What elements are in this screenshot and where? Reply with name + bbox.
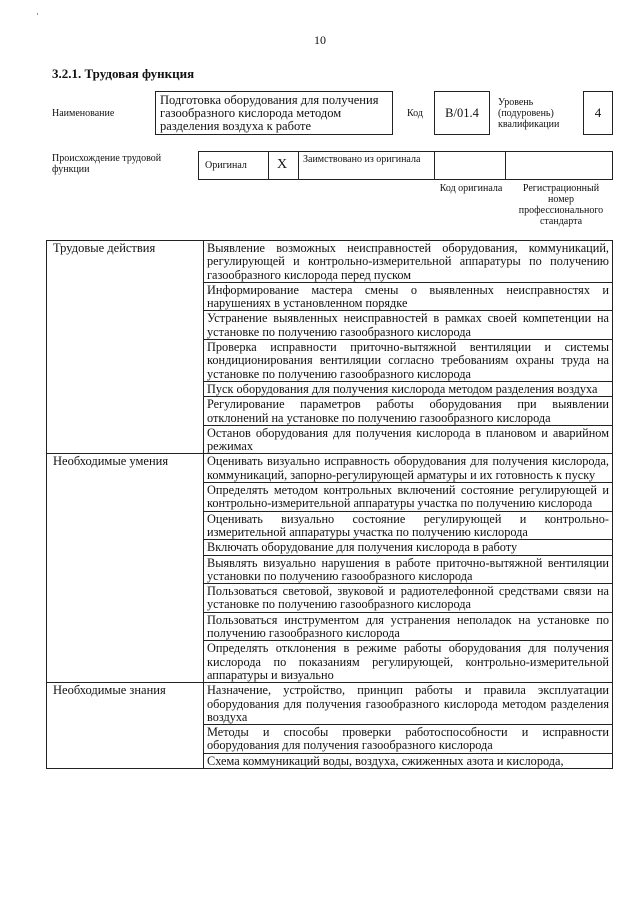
table-cell: Пуск оборудования для получения кислорода методом разделения воздуха [204, 381, 613, 396]
borrowed-label: Заимствовано из оригинала [303, 154, 421, 165]
origin-mark-cell [269, 152, 299, 179]
reg-number-caption: Регистрационный номер профессионального стандарта [518, 183, 604, 227]
table-cell: Включать оборудование для получения кислорода в работу [204, 540, 613, 555]
table-cell: Схема коммуникаций воды, воздуха, сжиженных азота и кислорода, [204, 753, 613, 768]
table-cell: Определять методом контрольных включений состояние регулирующей и контрольно-измерительной аппаратуры участка по получению кислорода [204, 483, 613, 512]
table-row [47, 683, 613, 725]
table-cell: Регулирование параметров работы оборудования при выявлении отклонений на установке по получению газообразного кислорода [204, 397, 613, 426]
table-row [47, 241, 613, 283]
category-cell: Трудовые действия [47, 241, 204, 454]
table-cell: Устранение выявленных неисправностей в рамках своей компетенции на установке по получению газообразного кислорода [204, 311, 613, 340]
table-cell: Методы и способы проверки работоспособности и исправности оборудования для получения газообразного кислорода [204, 725, 613, 754]
category-cell: Необходимые умения [47, 454, 204, 683]
origin-code-cell [435, 152, 506, 179]
page-bottom-margin [0, 860, 640, 905]
function-name-box: Подготовка оборудования для получения газообразного кислорода методом разделения воздуха к работе [155, 91, 393, 135]
code-label: Код [407, 108, 423, 119]
table-cell: Проверка исправности приточно-вытяжной вентиляции и системы кондиционирования вентиляции согласно требованиям охраны труда на установке по получению газообразного кислорода [204, 340, 613, 382]
page-number: 10 [314, 33, 326, 47]
table-cell: Выявлять визуально нарушения в работе приточно-вытяжной вентиляции установки по получению газообразного кислорода [204, 555, 613, 584]
level-label: Уровень (подуровень) квалификации [498, 97, 560, 130]
level-value-box: 4 [583, 91, 613, 135]
function-code-box: В/01.4 [434, 91, 490, 135]
origin-original-cell [199, 152, 269, 179]
code-original-caption: Код оригинала [439, 183, 503, 194]
table-cell: Определять отклонения в режиме работы оборудования для получения кислорода по показаниям регулирующей, контрольно-измерительной аппаратуры и визуально [204, 641, 613, 683]
function-details-table [46, 240, 613, 769]
table-cell: Назначение, устройство, принцип работы и правила эксплуатации оборудования для получения газообразного кислорода методом разделения воздуха [204, 683, 613, 725]
origin-borrowed-cell [299, 152, 435, 179]
origin-table [198, 151, 613, 180]
table-cell: Информирование мастера смены о выявленных неисправностях и нарушениях в установленном порядке [204, 282, 613, 311]
original-label: Оригинал [205, 160, 247, 171]
table-cell: Останов оборудования для получения кислорода в плановом и аварийном режимах [204, 425, 613, 454]
table-cell: Пользоваться инструментом для устранения неполадок на установке по получению газообразного кислорода [204, 612, 613, 641]
category-cell: Необходимые знания [47, 683, 204, 769]
origin-reg-cell [506, 152, 612, 179]
table-cell: Выявление возможных неисправностей оборудования, коммуникаций, регулирующей и контрольно-измерительной аппаратуры по получению газообразного кислорода перед пуском [204, 241, 613, 283]
table-cell: Оценивать визуально исправность оборудования для получения кислорода, коммуникаций, запорно-регулирующей арматуры и их готовность к пуску [204, 454, 613, 483]
corner-mark: · [36, 9, 39, 19]
table-cell: Оценивать визуально состояние регулирующей и контрольно-измерительной аппаратуры участка по получению кислорода [204, 511, 613, 540]
original-mark: X [277, 157, 288, 172]
section-title: 3.2.1. Трудовая функция [52, 66, 195, 81]
table-cell: Пользоваться световой, звуковой и радиотелефонной средствами связи на установке по получению газообразного кислорода [204, 584, 613, 613]
table-row [47, 454, 613, 483]
origin-label: Происхождение трудовой функции [52, 153, 162, 175]
name-label: Наименование [52, 108, 115, 119]
